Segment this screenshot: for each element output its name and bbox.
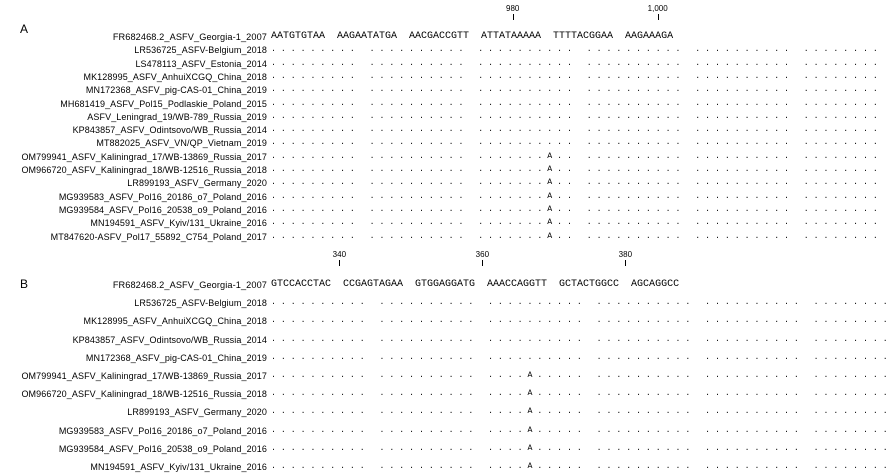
aligned-sequence: . . . . . . . . . . . . . . . . . . . . . . . . . . A . . . . . . . . . . . . . . . . . . . . . . . . . . . . . . [271, 165, 878, 174]
sequence-row [0, 83, 878, 97]
sequence-name: LR536725_ASFV-Belgium_2018 [134, 45, 267, 56]
sequence-name: LR899193_ASFV_Germany_2020 [127, 178, 267, 189]
aligned-sequence: . . . . . . . . . . . . . . . . . . . . . . . . . . . . . . . . . . . . . . . . . . . . . . . . . . . . . . . . . [271, 71, 878, 81]
aligned-sequence: . . . . . . . . . . . . . . . . . . . . . . . . . . . . . . . . . . . . . . . . . . . . . . . . . . . . . . . . . . [271, 316, 888, 326]
sequence-name: MN172368_ASFV_pig-CAS-01_China_2019 [85, 85, 267, 96]
sequence-row [0, 460, 888, 474]
aligned-sequence: . . . . . . . . . . . . . . . . . . . . . . . . . . A . . . . . . . . . . . . . . . . . . . . . . . . . . . . . . [271, 151, 878, 161]
reference-sequence-row [0, 278, 762, 292]
ruler-tick [625, 260, 626, 266]
aligned-sequence: . . . . . . . . . . . . . . . . . . . . . . . . . . . . . . . . . . . . . . . . . . . . . . . . . . . . . . . . . [271, 45, 878, 55]
ruler-tick [513, 14, 514, 20]
aligned-sequence: . . . . . . . . . . . . . . . . . . . . . . . . A . . . . . . . . . . . . . . . . . . . . . . . . . . . . . . . . . [271, 371, 888, 380]
sequence-row [0, 123, 878, 137]
sequence-row [0, 150, 878, 164]
aligned-sequence: . . . . . . . . . . . . . . . . . . . . . . . . A . . . . . . . . . . . . . . . . . . . . . . . . . . . . . . . . . [271, 425, 888, 435]
ruler-tick [482, 260, 483, 266]
sequence-name: MN194591_ASFV_Kyiv/131_Ukraine_2016 [90, 462, 267, 472]
sequence-name: MN172368_ASFV_pig-CAS-01_China_2019 [85, 352, 267, 363]
sequence-name: MG939583_ASFV_Pol16_20186_o7_Poland_2016 [58, 425, 267, 436]
aligned-sequence: . . . . . . . . . . . . . . . . . . . . . . . . A . . . . . . . . . . . . . . . . . . . . . . . . . . . . . . . . . [271, 389, 888, 399]
aligned-sequence: . . . . . . . . . . . . . . . . . . . . . . . . . . . . . . . . . . . . . . . . . . . . . . . . . . . . . . . . . . [271, 352, 888, 362]
aligned-sequence: . . . . . . . . . . . . . . . . . . . . . . . . . . A . . . . . . . . . . . . . . . . . . . . . . . . . . . . . . [271, 178, 878, 188]
ruler-tick [339, 260, 340, 266]
sequence-name: LS478113_ASFV_Estonia_2014 [135, 58, 267, 69]
sequence-row [0, 351, 888, 365]
sequence-row [0, 190, 878, 204]
aligned-sequence: . . . . . . . . . . . . . . . . . . . . . . . . . . . . . . . . . . . . . . . . . . . . . . . . . . . . . . . . . [271, 85, 878, 95]
sequence-row [0, 442, 888, 456]
ruler-tick [658, 14, 659, 20]
sequence-name: MG939584_ASFV_Pol16_20538_o9_Poland_2016 [58, 443, 267, 454]
sequence-name: ASFV_Leningrad_19/WB-789_Russia_2019 [87, 111, 267, 122]
sequence-row [0, 163, 878, 177]
sequence-name: MT847620-ASFV_Pol17_55892_C754_Poland_2017 [50, 231, 267, 242]
sequence-row [0, 203, 878, 217]
sequence-name: OM799941_ASFV_Kaliningrad_17/WB-13869_Russia_2017 [21, 151, 267, 162]
sequence-row [0, 43, 878, 57]
ruler-position-label: 360 [475, 250, 490, 259]
sequence-row [0, 333, 888, 347]
aligned-sequence: . . . . . . . . . . . . . . . . . . . . . . . . . . . . . . . . . . . . . . . . . . . . . . . . . . . . . . . . . [271, 138, 878, 148]
panel-letter-a: A [20, 22, 29, 36]
reference-sequence: GTCCACCTAC CCGAGTAGAA GTGGAGGATG AAACCAGGTT GCTACTGGCC AGCAGGCC [271, 279, 680, 290]
sequence-name: OM966720_ASFV_Kaliningrad_18/WB-12516_Russia_2018 [21, 389, 267, 400]
aligned-sequence: . . . . . . . . . . . . . . . . . . . . . . . . . . . . . . . . . . . . . . . . . . . . . . . . . . . . . . . . . . [271, 298, 888, 308]
sequence-row [0, 136, 878, 150]
reference-sequence: AATGTGTAA AAGAATATGA AACGACCGTT ATTATAAAAA TTTTACGGAA AAGAAAGA [271, 31, 674, 42]
sequence-row [0, 405, 888, 419]
sequence-row [0, 314, 888, 328]
sequence-row [0, 176, 878, 190]
aligned-sequence: . . . . . . . . . . . . . . . . . . . . . . . . A . . . . . . . . . . . . . . . . . . . . . . . . . . . . . . . . . [271, 407, 888, 417]
sequence-name: MH681419_ASFV_Pol15_Podlaskie_Poland_2015 [60, 98, 267, 109]
aligned-sequence: . . . . . . . . . . . . . . . . . . . . . . . . . . . . . . . . . . . . . . . . . . . . . . . . . . . . . . . . . [271, 111, 878, 121]
sequence-row [0, 216, 878, 230]
sequence-row [0, 97, 878, 111]
sequence-name: KP843857_ASFV_Odintsovo/WB_Russia_2014 [72, 334, 267, 345]
aligned-sequence: . . . . . . . . . . . . . . . . . . . . . . . . . . . . . . . . . . . . . . . . . . . . . . . . . . . . . . . . . [271, 125, 878, 135]
ruler-position-label: 980 [506, 4, 520, 13]
ruler-position-label: 340 [332, 250, 347, 259]
sequence-name: KP843857_ASFV_Odintsovo/WB_Russia_2014 [72, 125, 267, 136]
sequence-row [0, 369, 888, 383]
aligned-sequence: . . . . . . . . . . . . . . . . . . . . . . . . A . . . . . . . . . . . . . . . . . . . . . . . . . . . . . . . . . [271, 462, 888, 471]
sequence-name: MT882025_ASFV_VN/QP_Vietnam_2019 [96, 138, 267, 149]
reference-sequence-row [0, 30, 762, 44]
sequence-name: MN194591_ASFV_Kyiv/131_Ukraine_2016 [90, 218, 267, 229]
ruler-position-label: 1,000 [647, 4, 668, 13]
alignment-panel-b [0, 245, 888, 472]
sequence-name: MK128995_ASFV_AnhuiXCGQ_China_2018 [83, 71, 267, 82]
sequence-row [0, 424, 888, 438]
aligned-sequence: . . . . . . . . . . . . . . . . . . . . . . . . . . . . . . . . . . . . . . . . . . . . . . . . . . . . . . . . . [271, 58, 878, 68]
sequence-row [0, 296, 888, 310]
sequence-name: MG939583_ASFV_Pol16_20186_o7_Poland_2016 [58, 191, 267, 202]
sequence-name: OM966720_ASFV_Kaliningrad_18/WB-12516_Russia_2018 [21, 165, 267, 175]
sequence-name: MK128995_ASFV_AnhuiXCGQ_China_2018 [83, 316, 267, 327]
sequence-name: FR682468.2_ASFV_Georgia-1_2007 [112, 280, 267, 290]
aligned-sequence: . . . . . . . . . . . . . . . . . . . . . . . . . . A . . . . . . . . . . . . . . . . . . . . . . . . . . . . . . [271, 231, 878, 241]
sequence-name: OM799941_ASFV_Kaliningrad_17/WB-13869_Russia_2017 [21, 371, 267, 381]
ruler-position-label: 380 [618, 250, 633, 259]
sequence-row [0, 387, 888, 401]
sequence-row [0, 230, 878, 244]
aligned-sequence: . . . . . . . . . . . . . . . . . . . . . . . . . . . . . . . . . . . . . . . . . . . . . . . . . . . . . . . . . [271, 98, 878, 108]
sequence-name: LR536725_ASFV-Belgium_2018 [134, 298, 267, 309]
sequence-name: LR899193_ASFV_Germany_2020 [127, 407, 267, 418]
aligned-sequence: . . . . . . . . . . . . . . . . . . . . . . . . . . A . . . . . . . . . . . . . . . . . . . . . . . . . . . . . . [271, 204, 878, 214]
sequence-name: MG939584_ASFV_Pol16_20538_o9_Poland_2016 [58, 204, 267, 215]
aligned-sequence: . . . . . . . . . . . . . . . . . . . . . . . . . . A . . . . . . . . . . . . . . . . . . . . . . . . . . . . . . [271, 191, 878, 201]
aligned-sequence: . . . . . . . . . . . . . . . . . . . . . . . . A . . . . . . . . . . . . . . . . . . . . . . . . . . . . . . . . . [271, 443, 888, 453]
sequence-row [0, 110, 878, 124]
aligned-sequence: . . . . . . . . . . . . . . . . . . . . . . . . . . A . . . . . . . . . . . . . . . . . . . . . . . . . . . . . . [271, 218, 878, 228]
sequence-name: FR682468.2_ASFV_Georgia-1_2007 [112, 32, 267, 42]
sequence-row [0, 57, 878, 71]
sequence-row [0, 70, 878, 84]
panel-letter-b: B [20, 277, 29, 291]
aligned-sequence: . . . . . . . . . . . . . . . . . . . . . . . . . . . . . . . . . . . . . . . . . . . . . . . . . . . . . . . . . . [271, 334, 888, 344]
